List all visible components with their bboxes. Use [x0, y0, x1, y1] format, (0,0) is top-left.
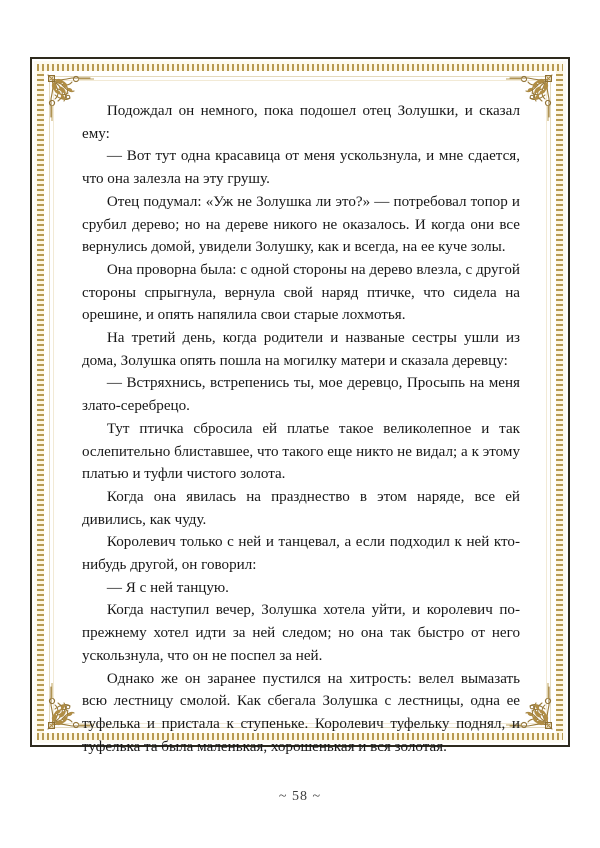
paragraph: Когда наступил вечер, Золушка хотела уйти, и королевич по-прежнему хотел идти за ней следом; но она так быстро от него ускользнула, что он не поспел за ней.: [82, 602, 520, 664]
paragraph: Однако же он заранее пустился на хитрость: велел вымазать всю лестницу смолой. Как сбегала Золушка с лестницы, одна ее туфелька и пристала к ступеньке. Королевич туфельку поднял, и туфелька та была маленькая, хорошенькая и вся золотая.: [82, 670, 520, 755]
paragraph: Королевич только с ней и танцевал, а если подходил к ней кто-нибудь другой, он говорил:: [82, 534, 520, 574]
paragraph: Она проворна была: с одной стороны на дерево влезла, с другой стороны спрыгнула, вернула свой наряд птичке, что сидела на орешине, и опять напялила свои старые лохмотья.: [82, 261, 520, 324]
paragraph: Подождал он немного, пока подошел отец Золушки, и сказал ему:: [82, 103, 520, 142]
paragraph: Отец подумал: «Уж не Золушка ли это?» — потребовал топор и срубил дерево; но на дереве никого не оказалось. И когда они все вернулись домой, увидели Золушку, как и всегда, на ее куче золы.: [82, 193, 520, 256]
page-body-text: [82, 100, 520, 758]
paragraph: Тут птичка сбросила ей платье такое великолепное и так ослепительно блиставшее, что такого еще никто не видал; а к этому платью и туфли чистого золота.: [82, 420, 520, 483]
paragraph: — Вот тут одна красавица от меня ускользнула, и мне сдается, что она залезла на эту грушу.: [82, 148, 520, 188]
paragraph: На третий день, когда родители и названые сестры ушли из дома, Золушка опять пошла на могилку матери и сказала деревцу:: [82, 330, 520, 369]
paragraph: — Встряхнись, встрепенись ты, мое деревцо, Просыпь на меня злато-серебрецо.: [82, 375, 520, 415]
paragraph: Когда она явилась на празднество в этом наряде, все ей дивились, как чуду.: [82, 488, 520, 528]
page-number: ~ 58 ~: [278, 789, 322, 804]
paragraph: — Я с ней танцую.: [106, 579, 229, 596]
